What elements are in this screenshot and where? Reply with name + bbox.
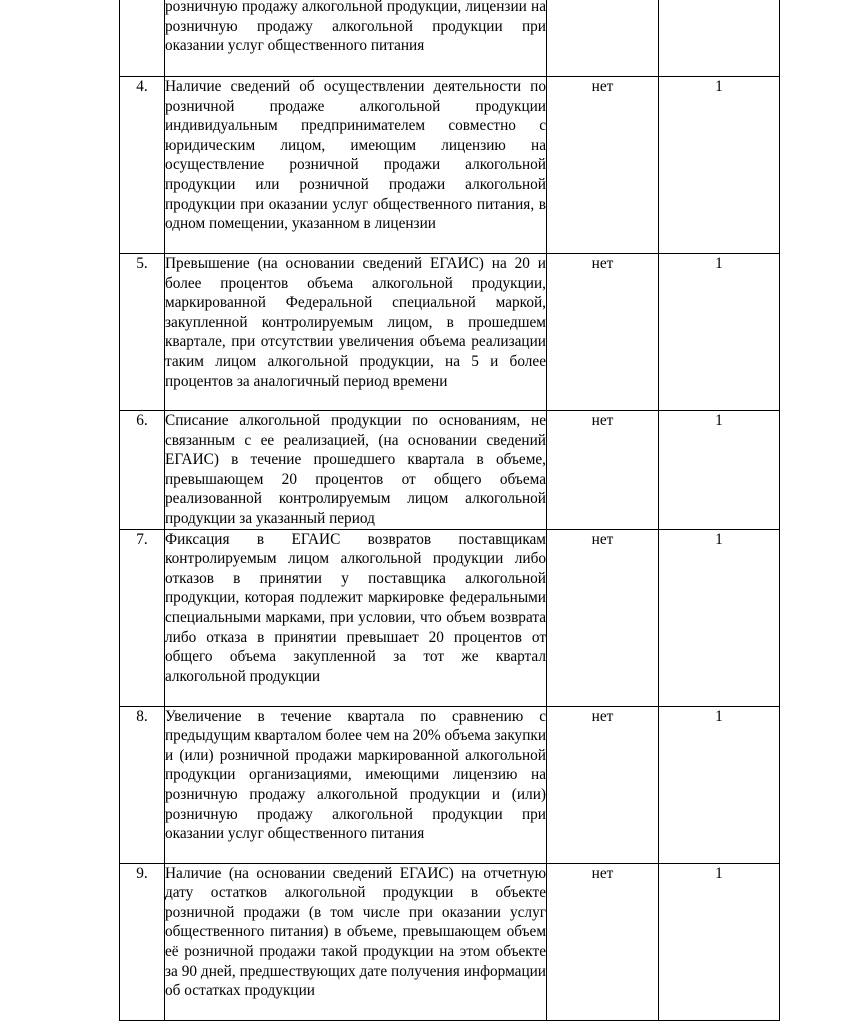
row-number: 5. (120, 254, 165, 411)
criterion-text: Списание алкогольной продукции по основаниям, не связанным с ее реализацией, (на основании сведений ЕГАИС) в течение прошедшего квартала в объеме, превышающем 20 процентов от общего объема реализованной контролируемым лицом алкогольной продукции за указанный период (165, 411, 547, 530)
criterion-value: нет (547, 529, 659, 706)
criterion-value: нет (547, 411, 659, 530)
row-number (120, 0, 165, 77)
row-number: 9. (120, 863, 165, 1020)
criterion-text: Превышение (на основании сведений ЕГАИС) на 20 и более процентов объема алкогольной продукции, маркированной Федеральной специальной маркой, закупленной контролируемым лицом, в прошедшем квартале, при отсутствии увеличения объема реализации таким лицом алкогольной продукции, на 5 и более процентов за аналогичный период времени (165, 254, 547, 411)
criterion-score: 1 (659, 77, 780, 254)
criterion-text: Увеличение в течение квартала по сравнению с предыдущим кварталом более чем на 20% объема закупки и (или) розничной продажи маркированной алкогольной продукции организациями, имеющими лицензию на розничную продажу алкогольной продукции и (или) розничную продажу алкогольной продукции при оказании услуг общественного питания (165, 706, 547, 863)
table-row (120, 0, 780, 77)
criterion-score: 1 (659, 254, 780, 411)
row-number: 4. (120, 77, 165, 254)
criterion-text: Наличие (на основании сведений ЕГАИС) на отчетную дату остатков алкогольной продукции в объекте розничной продажи (в том числе при оказании услуг общественного питания) в объеме, превышающем объем её розничной продажи такой продукции на этом объекте за 90 дней, предшествующих дате получения информации об остатках продукции (165, 863, 547, 1020)
row-number: 7. (120, 529, 165, 706)
row-number: 8. (120, 706, 165, 863)
table-row (120, 411, 780, 530)
table-row (120, 529, 780, 706)
criterion-value: нет (547, 77, 659, 254)
criterion-score: 1 (659, 529, 780, 706)
criterion-score: 1 (659, 411, 780, 530)
criterion-text: розничную продажу алкогольной продукции, лицензии на розничную продажу алкогольной продукции при оказании услуг общественного питания (165, 0, 547, 77)
criterion-value: нет (547, 706, 659, 863)
criterion-text: Фиксация в ЕГАИС возвратов поставщикам контролируемым лицом алкогольной продукции либо отказов в принятии у поставщика алкогольной продукции, которая подлежит маркировке федеральными специальными марками, при условии, что объем возврата либо отказа в принятии превышает 20 процентов от общего объема закупленной за тот же квартал алкогольной продукции (165, 529, 547, 706)
table-row (120, 254, 780, 411)
table-row (120, 77, 780, 254)
criterion-value: нет (547, 863, 659, 1020)
criterion-text: Наличие сведений об осуществлении деятельности по розничной продаже алкогольной продукции индивидуальным предпринимателем совместно с юридическим лицом, имеющим лицензию на осуществление розничной продажи алкогольной продукции или розничной продажи алкогольной продукции при оказании услуг общественного питания, в одном помещении, указанном в лицензии (165, 77, 547, 254)
criterion-value: нет (547, 254, 659, 411)
criterion-value (547, 0, 659, 77)
criterion-score: 1 (659, 863, 780, 1020)
row-number: 6. (120, 411, 165, 530)
criterion-score: 1 (659, 706, 780, 863)
table-row (120, 706, 780, 863)
criterion-score (659, 0, 780, 77)
table-row (120, 863, 780, 1020)
criteria-table (119, 0, 780, 1021)
